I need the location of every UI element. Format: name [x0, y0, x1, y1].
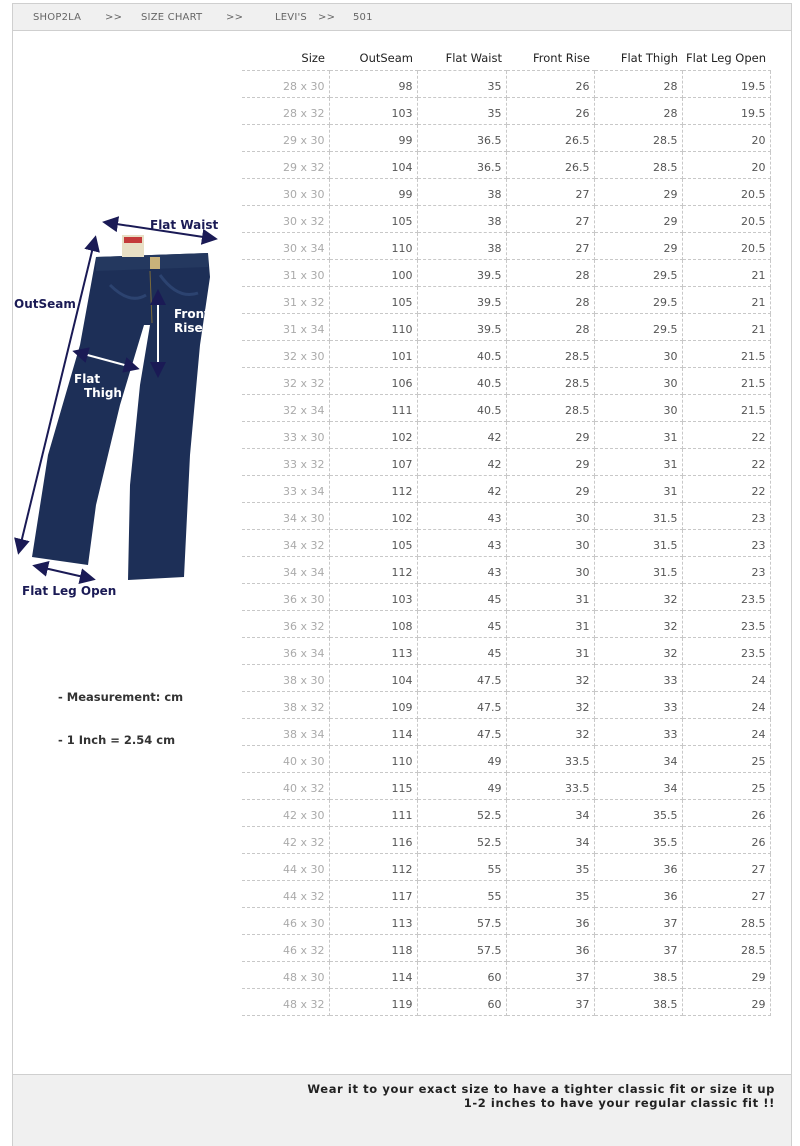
conversion-note: - 1 Inch = 2.54 cm: [58, 733, 176, 747]
size-cell: 38 x 30: [242, 665, 329, 692]
measurement-cell: 40.5: [417, 395, 506, 422]
measurement-cell: 109: [329, 692, 417, 719]
measurement-cell: 33: [594, 719, 682, 746]
measurement-cell: 22: [682, 476, 770, 503]
measurement-cell: 115: [329, 773, 417, 800]
measurement-cell: 60: [417, 962, 506, 989]
measurement-cell: 32: [506, 719, 594, 746]
measurement-cell: 52.5: [417, 827, 506, 854]
table-row: [242, 638, 770, 665]
measurement-cell: 33: [594, 665, 682, 692]
size-cell: 36 x 34: [242, 638, 329, 665]
measurement-cell: 37: [594, 935, 682, 962]
size-cell: 42 x 30: [242, 800, 329, 827]
measurement-cell: 34: [506, 800, 594, 827]
jeans-diagram: [0, 205, 240, 610]
measurement-cell: 118: [329, 935, 417, 962]
fit-advice-line2: 1-2 inches to have your regular classic fit !!: [463, 1096, 775, 1110]
size-cell: 42 x 32: [242, 827, 329, 854]
measurement-cell: 37: [506, 989, 594, 1016]
measurement-cell: 57.5: [417, 935, 506, 962]
table-row: [242, 530, 770, 557]
table-row: [242, 395, 770, 422]
measurement-cell: 102: [329, 422, 417, 449]
measurement-cell: 99: [329, 179, 417, 206]
measurement-cell: 24: [682, 719, 770, 746]
measurement-cell: 111: [329, 800, 417, 827]
measurement-cell: 33: [594, 692, 682, 719]
outseam-label: OutSeam: [14, 297, 76, 311]
table-row: [242, 962, 770, 989]
measurement-cell: 24: [682, 665, 770, 692]
measurement-cell: 27: [506, 233, 594, 260]
measurement-cell: 27: [506, 179, 594, 206]
size-cell: 34 x 32: [242, 530, 329, 557]
size-cell: 30 x 30: [242, 179, 329, 206]
measurement-cell: 43: [417, 530, 506, 557]
measurement-cell: 47.5: [417, 692, 506, 719]
measurement-cell: 20.5: [682, 233, 770, 260]
measurement-cell: 110: [329, 746, 417, 773]
measurement-cell: 110: [329, 314, 417, 341]
measurement-cell: 45: [417, 584, 506, 611]
measurement-cell: 26.5: [506, 152, 594, 179]
measurement-cell: 28: [594, 71, 682, 98]
measurement-cell: 20.5: [682, 179, 770, 206]
column-header: Flat Waist: [417, 45, 506, 71]
measurement-cell: 29: [506, 422, 594, 449]
size-cell: 48 x 30: [242, 962, 329, 989]
table-row: [242, 557, 770, 584]
size-cell: 32 x 32: [242, 368, 329, 395]
measurement-cell: 26: [506, 71, 594, 98]
measurement-cell: 113: [329, 908, 417, 935]
table-row: [242, 422, 770, 449]
measurement-cell: 22: [682, 449, 770, 476]
measurement-cell: 119: [329, 989, 417, 1016]
measurement-cell: 57.5: [417, 908, 506, 935]
table-row: [242, 287, 770, 314]
measurement-cell: 104: [329, 665, 417, 692]
measurement-cell: 101: [329, 341, 417, 368]
jeans-shape: [32, 235, 210, 580]
measurement-cell: 31: [506, 584, 594, 611]
measurement-cell: 20: [682, 125, 770, 152]
size-cell: 30 x 32: [242, 206, 329, 233]
table-row: [242, 719, 770, 746]
size-cell: 28 x 30: [242, 71, 329, 98]
measurement-cell: 105: [329, 206, 417, 233]
table-row: [242, 341, 770, 368]
measurement-cell: 28.5: [594, 125, 682, 152]
measurement-cell: 100: [329, 260, 417, 287]
measurement-cell: 21: [682, 314, 770, 341]
measurement-cell: 36: [506, 935, 594, 962]
table-row: [242, 503, 770, 530]
measurement-cell: 35: [506, 854, 594, 881]
measurement-cell: 38: [417, 233, 506, 260]
table-row: [242, 800, 770, 827]
measurement-cell: 113: [329, 638, 417, 665]
table-row: [242, 854, 770, 881]
front-rise-label-line2: Rise: [174, 321, 203, 335]
size-cell: 29 x 32: [242, 152, 329, 179]
measurement-cell: 29: [682, 962, 770, 989]
measurement-cell: 38.5: [594, 989, 682, 1016]
size-cell: 48 x 32: [242, 989, 329, 1016]
measurement-cell: 30: [506, 503, 594, 530]
table-header-row: [242, 45, 770, 71]
measurement-cell: 112: [329, 557, 417, 584]
size-cell: 38 x 34: [242, 719, 329, 746]
measurement-cell: 114: [329, 962, 417, 989]
measurement-cell: 21.5: [682, 341, 770, 368]
measurement-cell: 31: [594, 476, 682, 503]
measurement-cell: 28: [506, 314, 594, 341]
measurement-cell: 28: [506, 287, 594, 314]
measurement-cell: 36: [594, 881, 682, 908]
measurement-cell: 19.5: [682, 98, 770, 125]
measurement-cell: 30: [594, 395, 682, 422]
measurement-cell: 32: [594, 611, 682, 638]
size-cell: 46 x 32: [242, 935, 329, 962]
breadcrumb-item-levis[interactable]: LEVI'S: [275, 12, 307, 23]
measurement-cell: 21: [682, 287, 770, 314]
measurement-cell: 110: [329, 233, 417, 260]
measurement-cell: 34: [594, 746, 682, 773]
measurement-cell: 60: [417, 989, 506, 1016]
size-cell: 29 x 30: [242, 125, 329, 152]
table-row: [242, 206, 770, 233]
table-row: [242, 152, 770, 179]
measurement-cell: 28: [594, 98, 682, 125]
table-row: [242, 746, 770, 773]
measurement-cell: 99: [329, 125, 417, 152]
measurement-cell: 37: [594, 908, 682, 935]
measurement-cell: 116: [329, 827, 417, 854]
column-header: Flat Thigh: [594, 45, 682, 71]
size-cell: 33 x 30: [242, 422, 329, 449]
fit-advice-line1: Wear it to your exact size to have a tighter classic fit or size it up: [307, 1082, 775, 1096]
breadcrumb-separator: >>: [226, 12, 244, 23]
measurement-cell: 27: [682, 854, 770, 881]
table-row: [242, 989, 770, 1016]
measurement-cell: 29.5: [594, 287, 682, 314]
breadcrumb-separator: >>: [318, 12, 336, 23]
measurement-cell: 31: [594, 422, 682, 449]
measurement-cell: 28.5: [682, 935, 770, 962]
measurement-cell: 26: [682, 827, 770, 854]
size-cell: 28 x 32: [242, 98, 329, 125]
measurement-cell: 29: [506, 476, 594, 503]
measurement-cell: 21.5: [682, 368, 770, 395]
flat-thigh-label-line1: Flat: [74, 372, 101, 386]
measurement-cell: 23.5: [682, 638, 770, 665]
table-row: [242, 908, 770, 935]
measurement-cell: 35.5: [594, 800, 682, 827]
measurement-cell: 40.5: [417, 341, 506, 368]
measurement-cell: 37: [506, 962, 594, 989]
table-body: [242, 71, 770, 1016]
measurement-cell: 39.5: [417, 260, 506, 287]
size-cell: 40 x 32: [242, 773, 329, 800]
size-cell: 31 x 34: [242, 314, 329, 341]
measurement-cell: 98: [329, 71, 417, 98]
measurement-cell: 32: [594, 584, 682, 611]
measurement-cell: 31.5: [594, 557, 682, 584]
size-cell: 36 x 30: [242, 584, 329, 611]
measurement-cell: 35.5: [594, 827, 682, 854]
size-cell: 34 x 34: [242, 557, 329, 584]
table-row: [242, 368, 770, 395]
measurement-cell: 114: [329, 719, 417, 746]
table-row: [242, 98, 770, 125]
measurement-cell: 23.5: [682, 611, 770, 638]
flat-leg-open-arrow: [40, 567, 88, 578]
measurement-cell: 28.5: [682, 908, 770, 935]
measurement-cell: 47.5: [417, 665, 506, 692]
flat-leg-open-label: Flat Leg Open: [22, 584, 117, 598]
measurement-cell: 103: [329, 584, 417, 611]
measurement-cell: 31.5: [594, 503, 682, 530]
size-cell: 31 x 30: [242, 260, 329, 287]
measurement-cell: 42: [417, 449, 506, 476]
measurement-cell: 25: [682, 746, 770, 773]
size-cell: 33 x 34: [242, 476, 329, 503]
breadcrumb-separator: >>: [105, 12, 123, 23]
table-row: [242, 71, 770, 98]
measurement-cell: 42: [417, 422, 506, 449]
measurement-cell: 31.5: [594, 530, 682, 557]
measurement-cell: 31: [506, 638, 594, 665]
measurement-cell: 35: [417, 98, 506, 125]
measurement-cell: 102: [329, 503, 417, 530]
measurement-cell: 49: [417, 773, 506, 800]
size-cell: 44 x 32: [242, 881, 329, 908]
measurement-cell: 23: [682, 557, 770, 584]
table-row: [242, 584, 770, 611]
measurement-cell: 23.5: [682, 584, 770, 611]
table-row: [242, 611, 770, 638]
measurement-cell: 55: [417, 881, 506, 908]
column-header: Flat Leg Open: [682, 45, 770, 71]
column-header: OutSeam: [329, 45, 417, 71]
measurement-cell: 35: [417, 71, 506, 98]
measurement-cell: 38.5: [594, 962, 682, 989]
breadcrumb-item-501[interactable]: 501: [353, 12, 373, 23]
measurement-cell: 29: [594, 179, 682, 206]
measurement-cell: 32: [506, 665, 594, 692]
measurement-cell: 31: [594, 449, 682, 476]
measurement-cell: 26.5: [506, 125, 594, 152]
measurement-cell: 55: [417, 854, 506, 881]
size-cell: 32 x 34: [242, 395, 329, 422]
measurement-cell: 31: [506, 611, 594, 638]
measurement-cell: 36: [506, 908, 594, 935]
measurement-cell: 35: [506, 881, 594, 908]
measurement-cell: 47.5: [417, 719, 506, 746]
measurement-cell: 108: [329, 611, 417, 638]
table-row: [242, 125, 770, 152]
measurement-cell: 40.5: [417, 368, 506, 395]
breadcrumb-item-size-chart[interactable]: SIZE CHART: [141, 12, 203, 23]
measurement-cell: 42: [417, 476, 506, 503]
table-row: [242, 476, 770, 503]
flat-waist-label: Flat Waist: [150, 218, 219, 232]
breadcrumb-item-shop2la[interactable]: SHOP2LA: [33, 12, 82, 23]
size-cell: 36 x 32: [242, 611, 329, 638]
measurement-cell: 117: [329, 881, 417, 908]
front-rise-label-line1: Front: [174, 307, 210, 321]
measurement-cell: 24: [682, 692, 770, 719]
table-row: [242, 314, 770, 341]
column-header: Size: [242, 45, 329, 71]
measurement-cell: 34: [506, 827, 594, 854]
table-row: [242, 233, 770, 260]
measurement-cell: 26: [506, 98, 594, 125]
table-row: [242, 449, 770, 476]
measurement-cell: 28.5: [506, 341, 594, 368]
table-row: [242, 773, 770, 800]
size-cell: 32 x 30: [242, 341, 329, 368]
measurement-cell: 29.5: [594, 314, 682, 341]
table-row: [242, 935, 770, 962]
measurement-cell: 29: [594, 233, 682, 260]
measurement-cell: 23: [682, 530, 770, 557]
measurement-cell: 36: [594, 854, 682, 881]
table-row: [242, 692, 770, 719]
size-cell: 38 x 32: [242, 692, 329, 719]
measurement-cell: 21.5: [682, 395, 770, 422]
measurement-cell: 36.5: [417, 152, 506, 179]
measurement-cell: 19.5: [682, 71, 770, 98]
measurement-cell: 43: [417, 503, 506, 530]
size-cell: 40 x 30: [242, 746, 329, 773]
measurement-cell: 34: [594, 773, 682, 800]
measurement-cell: 111: [329, 395, 417, 422]
measurement-cell: 23: [682, 503, 770, 530]
measurement-cell: 30: [506, 557, 594, 584]
measurement-cell: 103: [329, 98, 417, 125]
measurement-cell: 30: [594, 341, 682, 368]
measurement-cell: 26: [682, 800, 770, 827]
table-row: [242, 827, 770, 854]
measurement-cell: 33.5: [506, 746, 594, 773]
measurement-cell: 39.5: [417, 287, 506, 314]
measurement-cell: 30: [594, 368, 682, 395]
measurement-cell: 106: [329, 368, 417, 395]
size-cell: 30 x 34: [242, 233, 329, 260]
measurement-cell: 112: [329, 476, 417, 503]
size-cell: 33 x 32: [242, 449, 329, 476]
measurement-cell: 27: [682, 881, 770, 908]
measurement-cell: 112: [329, 854, 417, 881]
measurement-cell: 36.5: [417, 125, 506, 152]
measurement-cell: 20.5: [682, 206, 770, 233]
column-header: Front Rise: [506, 45, 594, 71]
table-row: [242, 179, 770, 206]
measurement-cell: 52.5: [417, 800, 506, 827]
fit-advice-footer: [12, 1074, 792, 1146]
size-cell: 46 x 30: [242, 908, 329, 935]
flat-thigh-label-line2: Thigh: [84, 386, 122, 400]
measurement-cell: 107: [329, 449, 417, 476]
measurement-cell: 49: [417, 746, 506, 773]
measurement-cell: 39.5: [417, 314, 506, 341]
measurement-cell: 104: [329, 152, 417, 179]
measurement-cell: 25: [682, 773, 770, 800]
size-table: [242, 45, 771, 1016]
measurement-cell: 43: [417, 557, 506, 584]
measurement-cell: 27: [506, 206, 594, 233]
measurement-cell: 32: [594, 638, 682, 665]
jeans-illustration: [0, 205, 240, 610]
measurement-cell: 30: [506, 530, 594, 557]
measurement-cell: 38: [417, 206, 506, 233]
breadcrumb: [12, 3, 792, 31]
measurement-cell: 28.5: [594, 152, 682, 179]
measurement-cell: 28.5: [506, 368, 594, 395]
measurement-cell: 45: [417, 638, 506, 665]
measurement-cell: 21: [682, 260, 770, 287]
measurement-cell: 29: [506, 449, 594, 476]
size-cell: 44 x 30: [242, 854, 329, 881]
size-cell: 34 x 30: [242, 503, 329, 530]
measurement-cell: 29.5: [594, 260, 682, 287]
measurement-cell: 38: [417, 179, 506, 206]
measurement-cell: 22: [682, 422, 770, 449]
measurement-note: - Measurement: cm: [58, 690, 184, 704]
size-cell: 31 x 32: [242, 287, 329, 314]
measurement-cell: 29: [682, 989, 770, 1016]
measurement-cell: 29: [594, 206, 682, 233]
measurement-cell: 28.5: [506, 395, 594, 422]
table-row: [242, 665, 770, 692]
measurement-cell: 105: [329, 287, 417, 314]
measurement-cell: 20: [682, 152, 770, 179]
measurement-cell: 28: [506, 260, 594, 287]
table-row: [242, 260, 770, 287]
measurement-cell: 33.5: [506, 773, 594, 800]
measurement-cell: 45: [417, 611, 506, 638]
measurement-cell: 32: [506, 692, 594, 719]
measurement-cell: 105: [329, 530, 417, 557]
table-row: [242, 881, 770, 908]
